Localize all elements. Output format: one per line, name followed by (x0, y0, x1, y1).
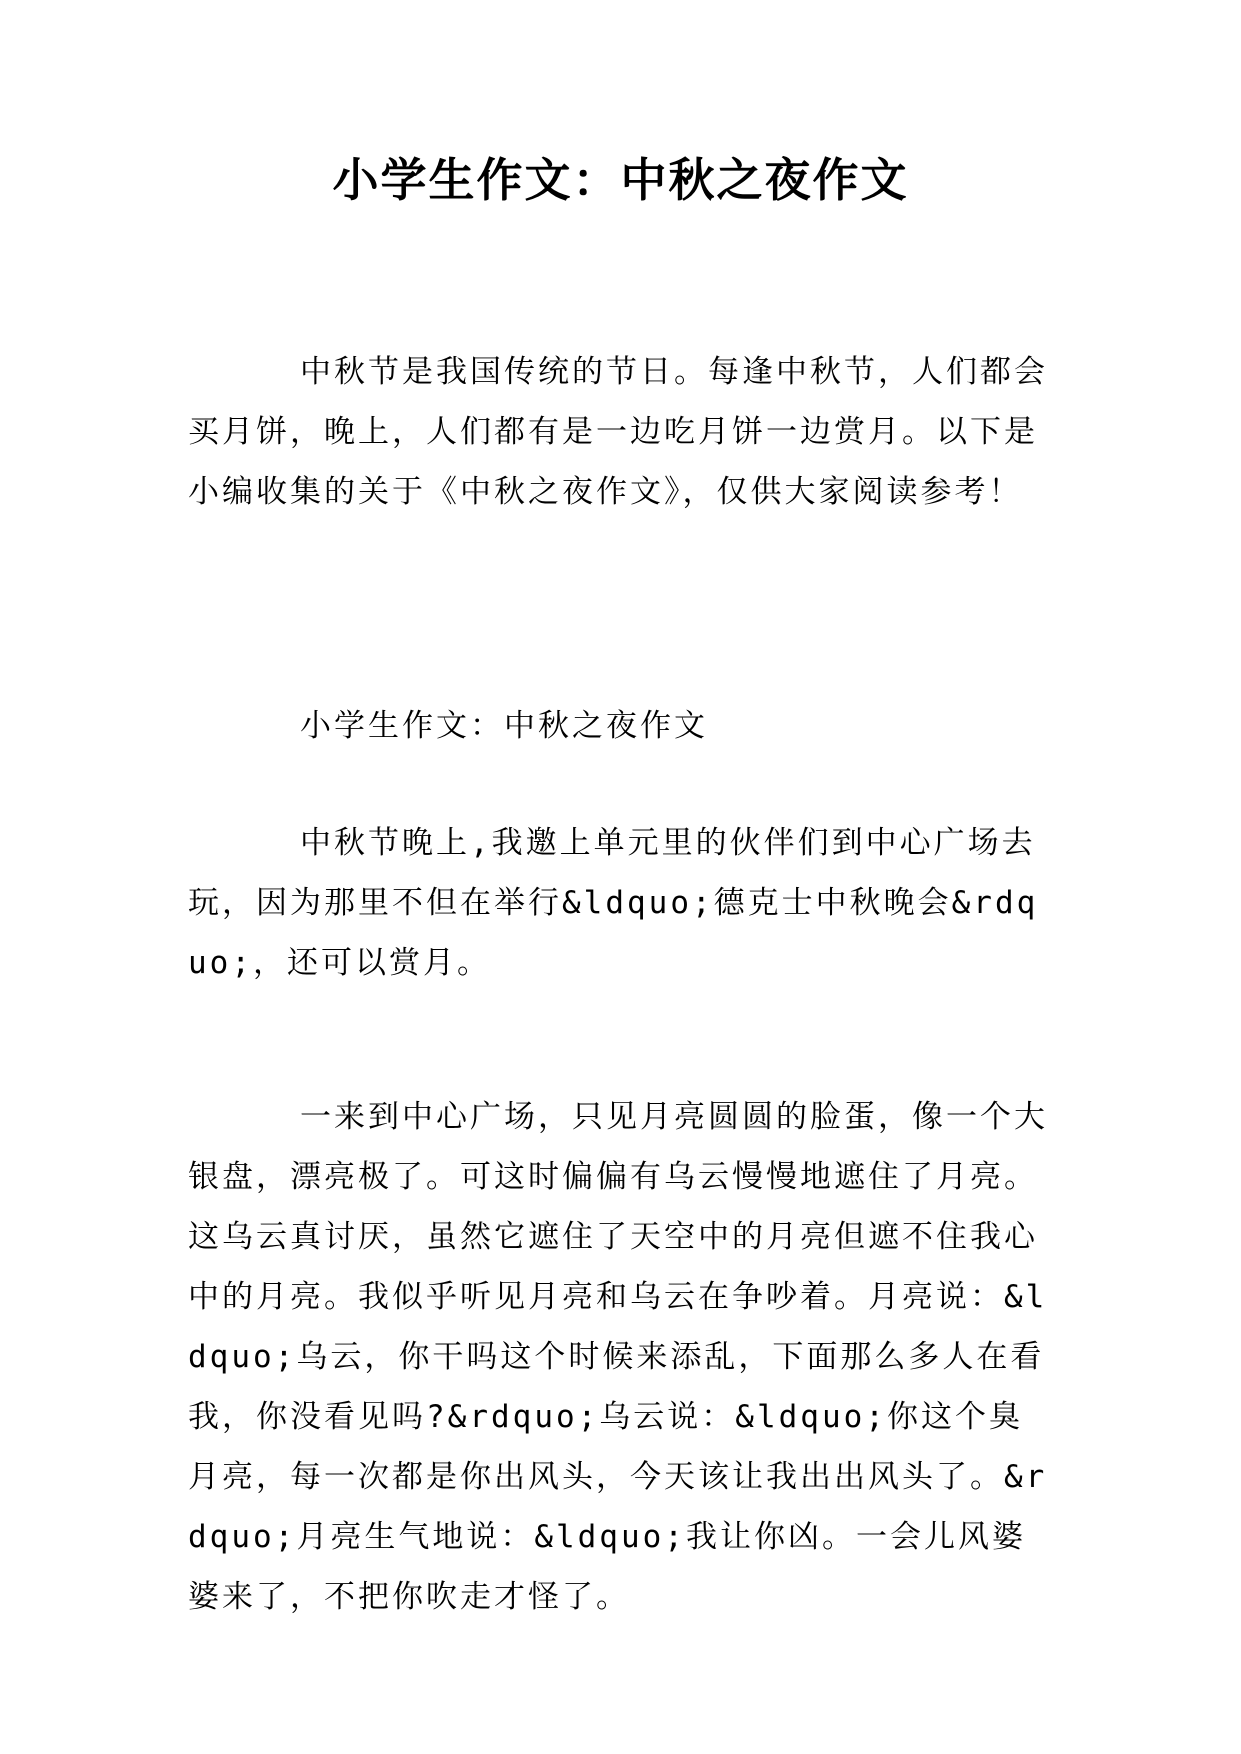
body-paragraph: 中秋节晚上,我邀上单元里的伙伴们到中心广场去玩，因为那里不但在举行&ldquo;德克士中秋晚会&rdquo;，还可以赏月。 (188, 825, 1039, 981)
body-paragraph: 一来到中心广场，只见月亮圆圆的脸蛋，像一个大银盘，漂亮极了。可这时偏偏有乌云慢慢地遮住了月亮。这乌云真讨厌，虽然它遮住了天空中的月亮但遮不住我心中的月亮。我似乎听见月亮和乌云在争吵着。月亮说：&ldquo;乌云，你干吗这个时候来添乱，下面那么多人在看我，你没看见吗?&rdquo;乌云说：&ldquo;你这个臭月亮，每一次都是你出风头，今天该让我出出风头了。&rdquo;月亮生气地说：&ldquo;我让你凶。一会儿风婆婆来了，不把你吹走才怪了。 (188, 1099, 1048, 1615)
intro-paragraph: 中秋节是我国传统的节日。每逢中秋节，人们都会买月饼，晚上，人们都有是一边吃月饼一边赏月。以下是小编收集的关于《中秋之夜作文》，仅供大家阅读参考！ (188, 354, 1048, 510)
section-heading: 小学生作文：中秋之夜作文 (300, 708, 708, 744)
document-title: 小学生作文：中秋之夜作文 (332, 153, 909, 207)
